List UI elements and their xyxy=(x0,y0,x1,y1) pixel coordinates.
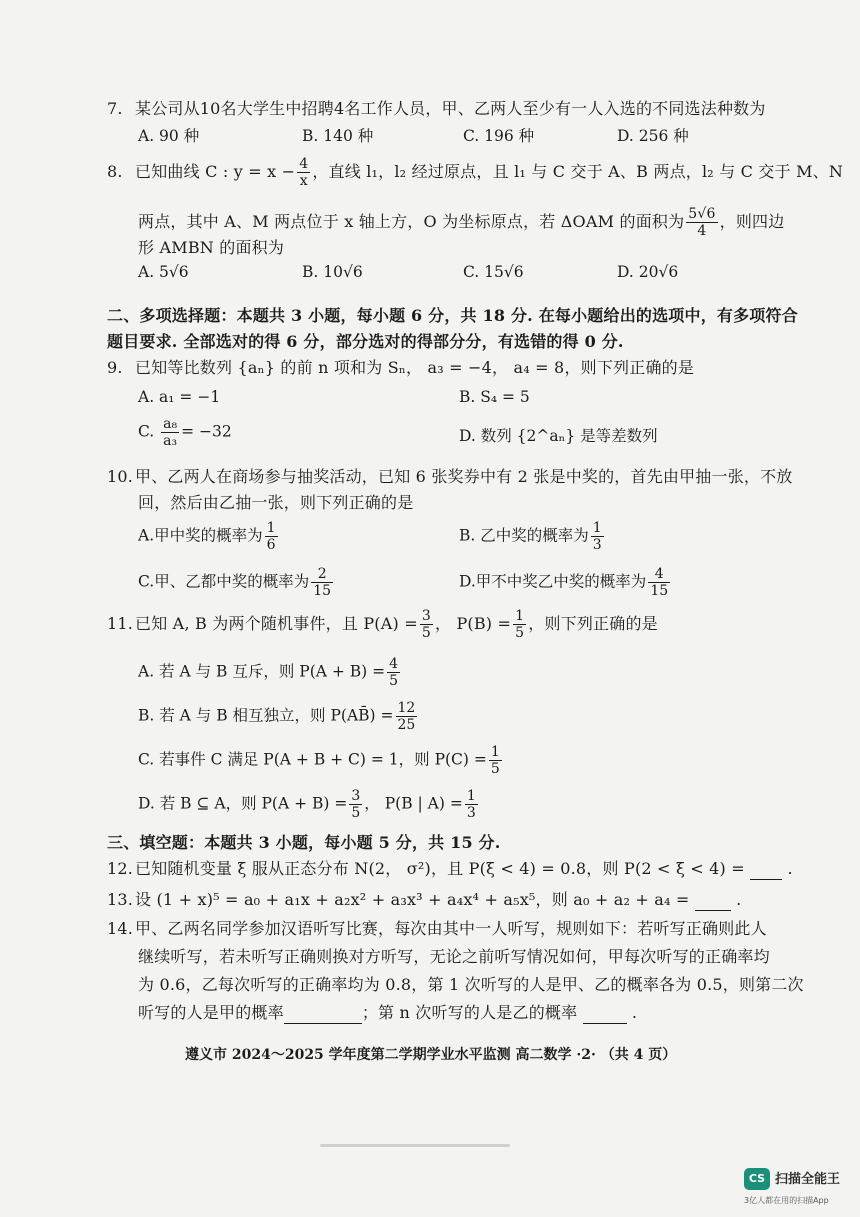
q11-option-b: B. 若 A 与 B 相互独立，则 P(AB̄) = $\frac{12}{25}$ xyxy=(138,700,416,733)
q12-stem: 12. 已知随机变量 ξ 服从正态分布 N(2， σ²)，且 P(ξ < 4) = 0.8，则 P(2 < ξ < 4) = . xyxy=(107,859,793,878)
q12-number: 12. xyxy=(107,859,134,878)
page-footer: 遵义市 2024～2025 学年度第二学期学业水平监测 高二数学 ·2· （共 4 页） xyxy=(185,1047,677,1063)
camscanner-name: 扫描全能王 xyxy=(775,1172,841,1187)
q13-answer-blank[interactable] xyxy=(695,892,731,911)
q10-option-b: B. 乙中奖的概率为 $\frac{1}{3}$ xyxy=(459,520,602,553)
q8-stem-line3: 形 AMBN 的面积为 xyxy=(138,238,285,257)
q14-stem-line3: 为 0.6，乙每次听写的正确率均为 0.8，第 1 次听写的人是甲、乙的概率各为 0.5，则第二次 xyxy=(138,975,804,994)
q9-option-c: C. $\frac{\text{a₈}}{\text{a₃}}$ = −32 xyxy=(138,416,232,449)
q8-text-a: 已知曲线 C : y = x − xyxy=(135,162,296,181)
q14-number: 14. xyxy=(107,919,134,938)
q13-stem: 13. 设 (1 + x)⁵ = a₀ + a₁x + a₂x² + a₃x³ + a₄x⁴ + a₅x⁵，则 a₀ + a₂ + a₄ = . xyxy=(107,890,742,909)
q14-answer-blank-2[interactable] xyxy=(583,1005,627,1024)
q12-answer-blank[interactable] xyxy=(750,861,782,880)
section2-heading-line2: 题目要求. 全部选对的得 6 分，部分选对的得部分分，有选错的得 0 分. xyxy=(107,332,624,351)
camscanner-logo-icon: CS xyxy=(744,1168,770,1190)
section3-heading: 三、填空题：本题共 3 小题，每小题 5 分，共 15 分. xyxy=(107,833,501,852)
q10-option-a: A.甲中奖的概率为 $\frac{1}{6}$ xyxy=(138,520,276,553)
q8-fraction-4-over-x: $\frac{4}{x}$ xyxy=(299,156,309,189)
q11-option-c: C. 若事件 C 满足 P(A + B + C) = 1，则 P(C) = $\frac{1}{5}$ xyxy=(138,744,500,777)
q13-number: 13. xyxy=(107,890,134,909)
q11-stem: 11. 已知 A, B 为两个随机事件，且 P(A) = $\frac{3}{5}$ ， P(B) = $\frac{1}{5}$ ，则下列正确的是 xyxy=(107,608,658,641)
q7-option-d: D. 256 种 xyxy=(617,127,689,145)
q7-stem xyxy=(107,98,766,120)
q11-number: 11. xyxy=(107,614,134,633)
q14-stem-line2: 继续听写，若未听写正确则换对方听写，无论之前听写情况如何，甲每次听写的正确率均 xyxy=(138,947,770,966)
q11-option-d: D. 若 B ⊆ A，则 P(A + B) = $\frac{3}{5}$ ， P(B | A) = $\frac{1}{3}$ xyxy=(138,788,476,821)
q14-stem-line1: 14. 甲、乙两名同学参加汉语听写比赛，每次由其中一人听写，规则如下：若听写正确则此人 xyxy=(107,919,767,938)
section2-heading-line1: 二、多项选择题：本题共 3 小题，每小题 6 分，共 18 分. 在每小题给出的选项中，有多项符合 xyxy=(107,306,798,325)
q8-option-c: C. 15√6 xyxy=(463,263,524,281)
q9-option-a: A. a₁ = −1 xyxy=(138,388,221,406)
q8-option-b: B. 10√6 xyxy=(302,263,363,281)
q7-text: 某公司从10名大学生中招聘4名工作人员，甲、乙两人至少有一人入选的不同选法种数为 xyxy=(135,99,766,118)
q10-stem-line1: 10. 甲、乙两人在商场参与抽奖活动，已知 6 张奖券中有 2 张是中奖的，首先由甲抽一张，不放 xyxy=(107,467,793,486)
q8-text-b: ，直线 l₁，l₂ 经过原点，且 l₁ 与 C 交于 A、B 两点，l₂ 与 C 交于 M、N xyxy=(312,162,844,181)
q7-number: 7. xyxy=(107,99,123,118)
q10-number: 10. xyxy=(107,467,134,486)
q8-number: 8. xyxy=(107,162,123,181)
q9-stem: 9. 已知等比数列 {aₙ} 的前 n 项和为 Sₙ， a₃ = −4， a₄ = 8，则下列正确的是 xyxy=(107,358,695,377)
q7-option-b: B. 140 种 xyxy=(302,127,374,145)
q8-option-d: D. 20√6 xyxy=(617,263,679,281)
q8-option-a: A. 5√6 xyxy=(138,263,189,281)
q10-option-c: C.甲、乙都中奖的概率为 $\frac{2}{15}$ xyxy=(138,566,332,599)
q9-number: 9. xyxy=(107,358,123,377)
q10-option-d: D.甲不中奖乙中奖的概率为 $\frac{4}{15}$ xyxy=(459,566,669,599)
q14-answer-blank-1[interactable] xyxy=(284,1005,362,1024)
q8-fraction-area: $\frac{5√6}{4}$ xyxy=(688,206,716,239)
q9-fraction-a8-a3: $\frac{\text{a₈}}{\text{a₃}}$ xyxy=(163,416,178,449)
scan-smudge xyxy=(320,1144,510,1147)
q14-stem-line4: 听写的人是甲的概率 ；第 n 次听写的人是乙的概率 . xyxy=(138,1003,638,1022)
q10-stem-line2: 回，然后由乙抽一张，则下列正确的是 xyxy=(138,493,414,512)
q8-stem-line1 xyxy=(107,156,843,189)
q7-option-c: C. 196 种 xyxy=(463,127,535,145)
camscanner-tagline: 3亿人都在用的扫描App xyxy=(744,1196,829,1205)
q9-option-b: B. S₄ = 5 xyxy=(459,388,530,406)
q11-option-a: A. 若 A 与 B 互斥，则 P(A + B) = $\frac{4}{5}$ xyxy=(138,656,399,689)
q7-option-a: A. 90 种 xyxy=(138,127,200,145)
q9-option-d: D. 数列 {2^aₙ} 是等差数列 xyxy=(459,427,658,445)
q8-stem-line2: 两点，其中 A、M 两点位于 x 轴上方，O 为坐标原点，若 ΔOAM 的面积为 $\frac{5√6}{4}$ ，则四边 xyxy=(138,206,785,239)
